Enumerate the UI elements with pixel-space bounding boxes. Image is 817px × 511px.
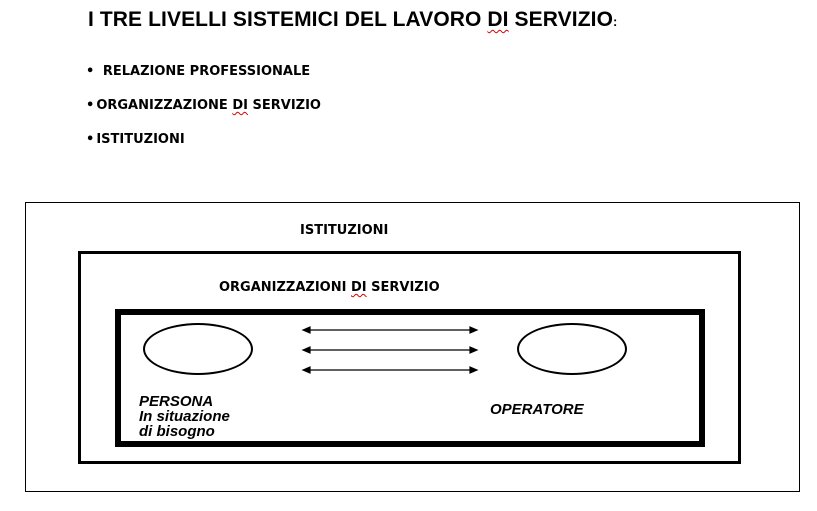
spellcheck-underlined-word: DI — [487, 8, 509, 31]
double-arrow-icon — [303, 347, 477, 353]
page-title: I TRE LIVELLI SISTEMICI DEL LAVORO DI SERVIZIO: — [88, 8, 618, 31]
double-arrow-icon — [303, 367, 477, 373]
organizzazioni-label: ORGANIZZAZIONI DI SERVIZIO — [219, 280, 440, 295]
bullet-istituzioni: • ISTITUZIONI — [86, 132, 185, 147]
bullet-relazione-professionale: • RELAZIONE PROFESSIONALE — [86, 64, 311, 79]
bullet-dot-icon: • — [86, 132, 95, 147]
bullet-dot-icon: • — [86, 98, 95, 113]
double-arrow-icon — [303, 327, 477, 333]
bullet-dot-icon: • — [86, 64, 95, 79]
bullet-organizzazione-di-servizio: • ORGANIZZAZIONE DI SERVIZIO — [86, 98, 321, 113]
istituzioni-label: ISTITUZIONI — [300, 223, 389, 238]
persona-label: PERSONA In situazione di bisogno — [139, 393, 230, 440]
operatore-label: OPERATORE — [490, 401, 584, 418]
